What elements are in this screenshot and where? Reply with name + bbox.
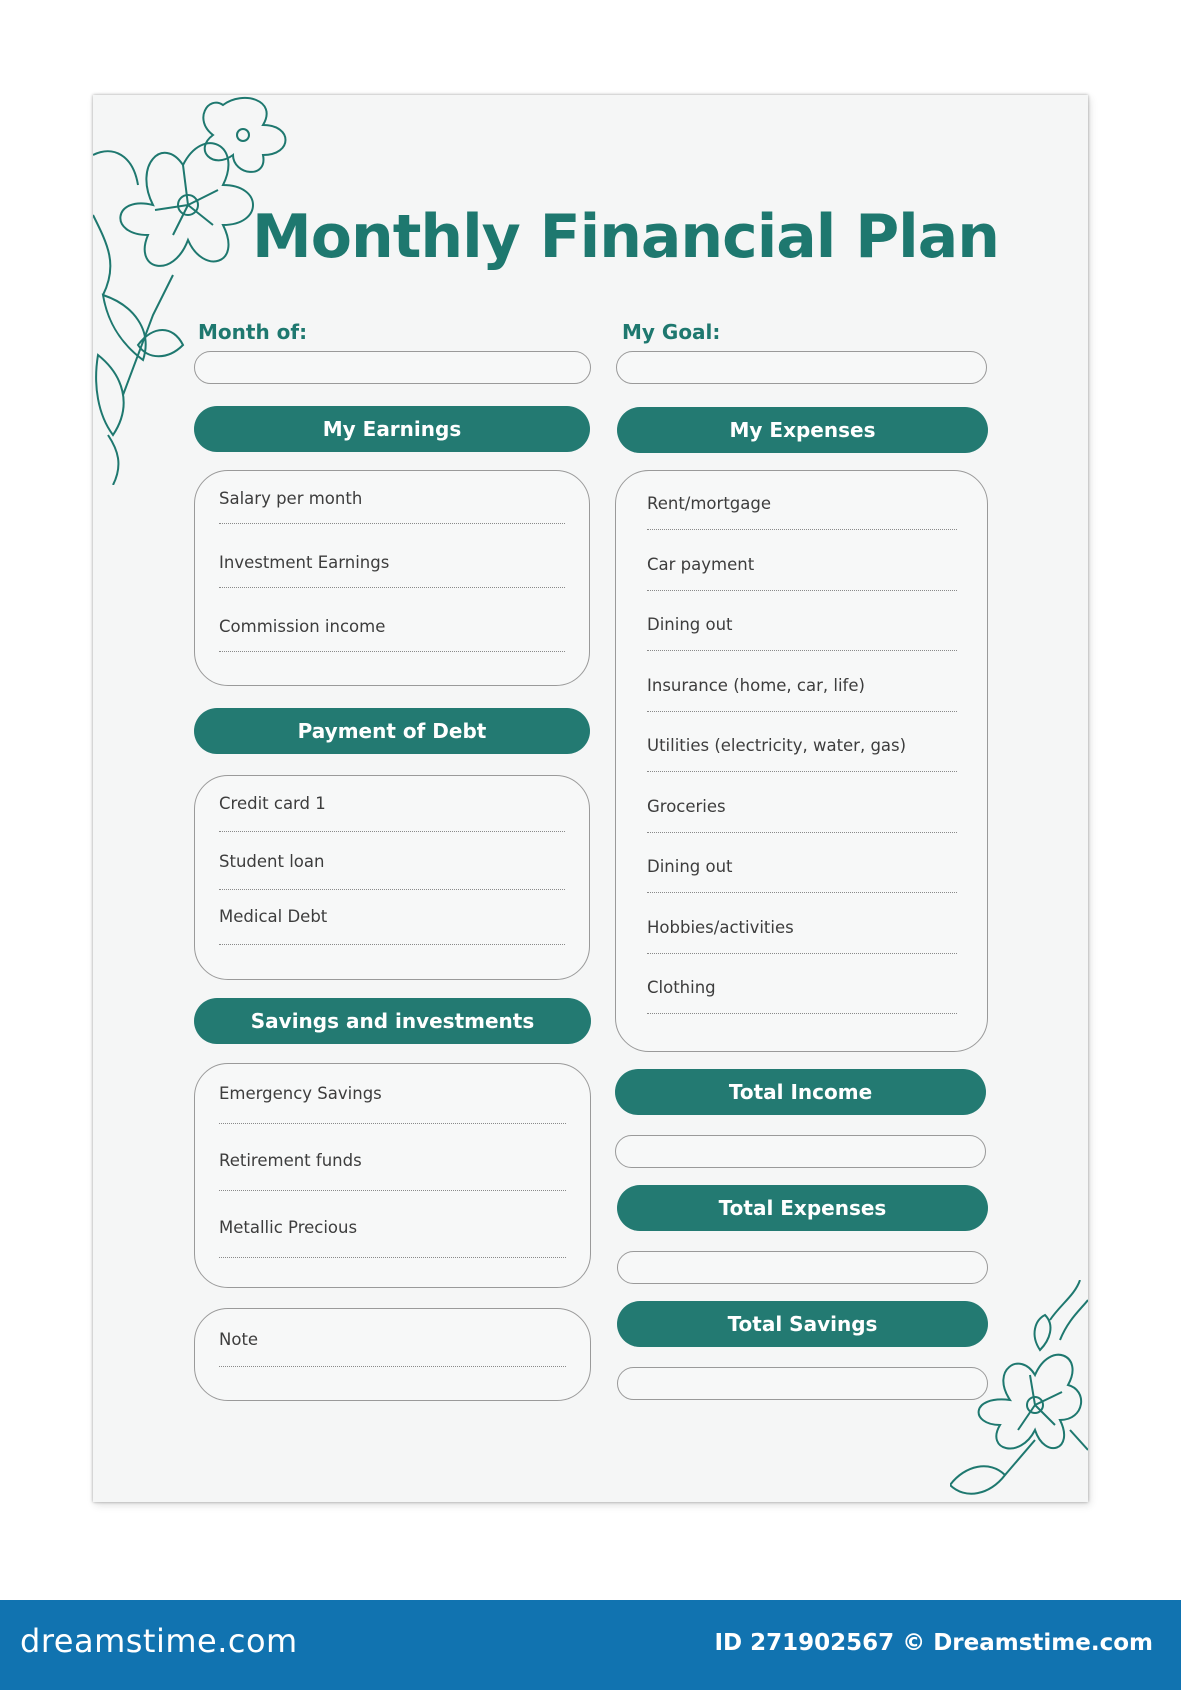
month-field[interactable] [194,351,591,384]
entry-line [647,771,957,772]
expenses-item-label: Dining out [647,857,733,876]
list-item[interactable] [219,1218,566,1237]
total-expenses-field[interactable] [617,1251,988,1284]
earnings-item-label: Commission income [219,617,386,636]
month-label: Month of: [198,320,308,344]
expenses-item-label: Hobbies/activities [647,918,794,937]
entry-line [219,1366,566,1367]
earnings-section [194,470,590,686]
savings-item-label: Emergency Savings [219,1084,382,1103]
image-id-text: ID 271902567 © Dreamstime.com [714,1630,1153,1656]
list-item[interactable] [647,978,957,997]
expenses-item-label: Utilities (electricity, water, gas) [647,736,907,755]
expenses-item-label: Groceries [647,797,726,816]
savings-item-label: Metallic Precious [219,1218,358,1237]
debt-item-label: Credit card 1 [219,794,326,813]
entry-line [219,889,565,890]
expenses-item-label: Car payment [647,555,755,574]
entry-line [647,590,957,591]
entry-line [647,650,957,651]
savings-header: Savings and investments [194,998,591,1044]
debt-section [194,775,590,980]
goal-label: My Goal: [622,320,721,344]
list-item[interactable] [647,494,957,513]
debt-item-label: Medical Debt [219,907,328,926]
expenses-item-label: Rent/mortgage [647,494,771,513]
expenses-item-label: Dining out [647,615,733,634]
entry-line [219,831,565,832]
entry-line [647,1013,957,1014]
total-income-header: Total Income [615,1069,986,1115]
expenses-item-label: Clothing [647,978,716,997]
expenses-item-label: Insurance (home, car, life) [647,676,865,695]
earnings-item-label: Investment Earnings [219,553,390,572]
list-item[interactable] [219,794,565,813]
list-item[interactable] [219,1084,566,1103]
savings-section [194,1063,591,1288]
total-expenses-header: Total Expenses [617,1185,988,1231]
note-row[interactable] [219,1330,566,1349]
earnings-item-label: Salary per month [219,489,363,508]
debt-item-label: Student loan [219,852,325,871]
page-title: Monthly Financial Plan [252,202,999,272]
list-item[interactable] [647,555,957,574]
list-item[interactable] [219,553,565,572]
total-savings-field[interactable] [617,1367,988,1400]
list-item[interactable] [647,857,957,876]
list-item[interactable] [647,615,957,634]
footer-bar [0,1600,1181,1690]
debt-header: Payment of Debt [194,708,590,754]
list-item[interactable] [647,918,957,937]
list-item[interactable] [647,797,957,816]
total-income-field[interactable] [615,1135,986,1168]
expenses-section [615,470,988,1052]
dreamstime-logo[interactable]: dreamstime.com [20,1622,298,1660]
entry-line [647,711,957,712]
list-item[interactable] [219,852,565,871]
entry-line [647,892,957,893]
note-label: Note [219,1330,259,1349]
expenses-header: My Expenses [617,407,988,453]
goal-field[interactable] [616,351,987,384]
list-item[interactable] [219,1151,566,1170]
earnings-header: My Earnings [194,406,590,452]
entry-line [219,944,565,945]
entry-line [647,832,957,833]
entry-line [219,587,565,588]
total-savings-header: Total Savings [617,1301,988,1347]
list-item[interactable] [219,907,565,926]
list-item[interactable] [219,617,565,636]
entry-line [219,651,565,652]
entry-line [219,1190,566,1191]
entry-line [647,953,957,954]
note-section[interactable] [194,1308,591,1401]
savings-item-label: Retirement funds [219,1151,362,1170]
list-item[interactable] [647,676,957,695]
entry-line [219,1123,566,1124]
list-item[interactable] [219,489,565,508]
entry-line [647,529,957,530]
entry-line [219,1257,566,1258]
entry-line [219,523,565,524]
list-item[interactable] [647,736,957,755]
